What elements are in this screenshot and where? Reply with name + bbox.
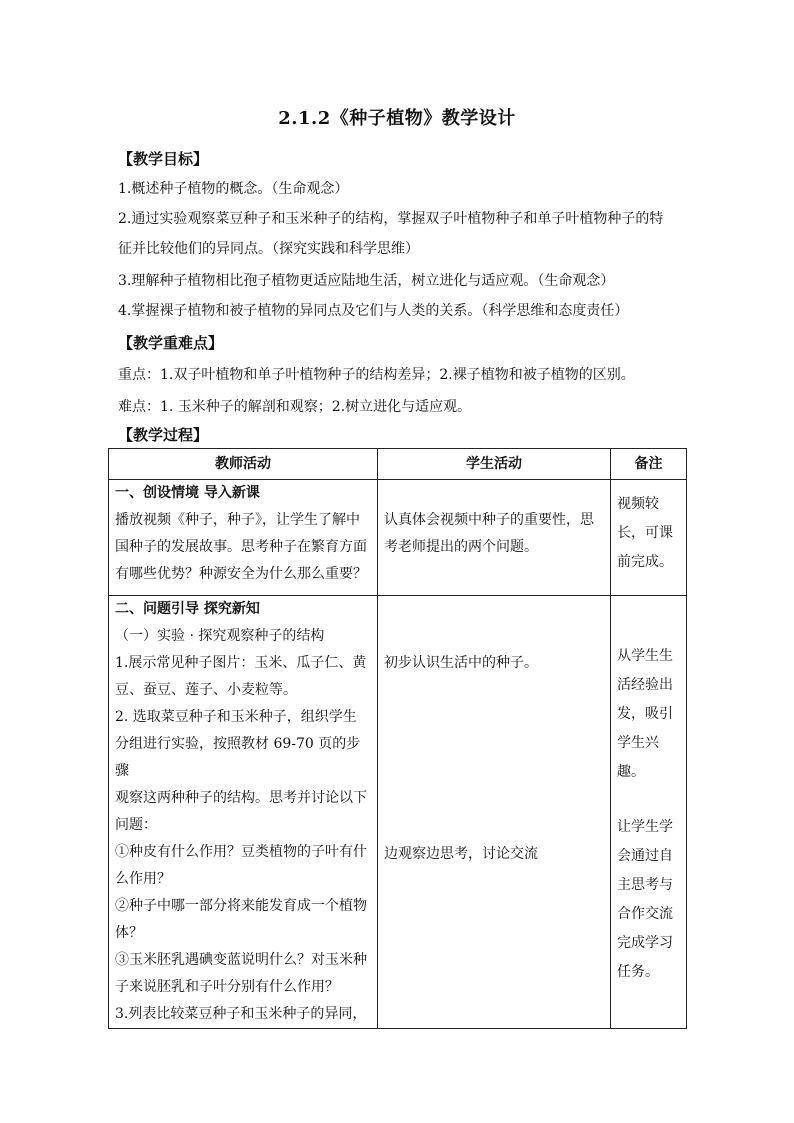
note-line: 完成学习 <box>617 935 673 951</box>
student-line: 考老师提出的两个问题。 <box>384 539 538 555</box>
section-heading-process: 【教学过程】 <box>118 426 209 444</box>
note-line: 学生兴 <box>617 735 659 751</box>
process-table <box>108 448 687 1029</box>
note-line: 任务。 <box>617 964 659 980</box>
column-header-student: 学生活动 <box>378 449 611 480</box>
note-line: 前完成。 <box>617 554 673 570</box>
column-header-note: 备注 <box>611 449 687 480</box>
teacher-line: 观察这两种种子的结构。思考并讨论以下 <box>115 790 367 806</box>
note-line: 会通过自 <box>617 848 673 864</box>
difficulty-point: 难点：1. 玉米种子的解剖和观察；2.树立进化与适应观。 <box>118 399 472 415</box>
section-heading-keypoints: 【教学重难点】 <box>118 334 224 352</box>
student-line: 认真体会视频中种子的重要性，思 <box>384 512 594 528</box>
note-line: 合作交流 <box>617 906 673 922</box>
focus-point: 重点：1.双子叶植物和单子叶植物种子的结构差异；2.裸子植物和被子植物的区别。 <box>118 367 635 383</box>
teacher-line: 播放视频《种子，种子》，让学生了解中 <box>115 512 360 528</box>
teacher-line: （一）实验 · 探究观察种子的结构 <box>115 628 325 644</box>
teacher-line: 3.列表比较菜豆种子和玉米种子的异同， <box>115 1006 367 1022</box>
table-row <box>109 596 687 1029</box>
note-line: 让学生学 <box>617 819 673 835</box>
note-cell <box>611 596 687 1029</box>
note-cell <box>611 480 687 596</box>
page-title: 2.1.2《种子植物》教学设计 <box>278 108 516 129</box>
note-line: 长，可课 <box>617 525 673 541</box>
teacher-activity-cell <box>109 480 378 596</box>
student-activity-cell <box>378 480 611 596</box>
teacher-activity-cell <box>109 596 378 1029</box>
student-line: 初步认识生活中的种子。 <box>384 655 538 671</box>
teacher-line: 体？ <box>115 925 143 941</box>
student-line: 边观察边思考，讨论交流 <box>384 846 538 862</box>
teacher-line: ②种子中哪一部分将来能发育成一个植物 <box>115 898 367 914</box>
teacher-line: 子来说胚乳和子叶分别有什么作用？ <box>115 979 339 995</box>
goal-item-4: 4.掌握裸子植物和被子植物的异同点及它们与人类的关系。（科学思维和态度责任） <box>118 303 629 319</box>
section-heading-goals: 【教学目标】 <box>118 150 209 168</box>
teacher-line: 国种子的发展故事。思考种子在繁育方面 <box>115 539 367 555</box>
teacher-line: 分组进行实验，按照教材 69-70 页的步骤 <box>115 736 361 779</box>
teacher-line: 么作用？ <box>115 871 171 887</box>
table-row <box>109 480 687 596</box>
stage-heading: 一、创设情境 导入新课 <box>115 485 260 501</box>
teacher-line: 1.展示常见种子图片：玉米、瓜子仁、黄 <box>115 655 367 671</box>
goal-item-2: 2.通过实验观察菜豆种子和玉米种子的结构，掌握双子叶植物种子和单子叶植物种子的特 <box>118 211 664 227</box>
note-line: 视频较 <box>617 496 659 512</box>
teacher-line: 2. 选取菜豆种子和玉米种子，组织学生 <box>115 709 357 725</box>
goal-item-1: 1.概述种子植物的概念。（生命观念） <box>118 181 349 197</box>
teacher-line: ③玉米胚乳遇碘变蓝说明什么？对玉米种 <box>115 952 367 968</box>
note-line: 发，吸引 <box>617 706 673 722</box>
note-line: 主思考与 <box>617 877 673 893</box>
stage-heading: 二、问题引导 探究新知 <box>115 601 260 617</box>
note-line: 活经验出 <box>617 677 673 693</box>
goal-item-3: 3.理解种子植物相比孢子植物更适应陆地生活，树立进化与适应观。（生命观念） <box>118 273 615 289</box>
note-line: 趣。 <box>617 764 645 780</box>
column-header-teacher: 教师活动 <box>109 449 378 480</box>
teacher-line: ①种皮有什么作用？豆类植物的子叶有什 <box>115 844 367 860</box>
table-header-row <box>109 449 687 480</box>
note-line: 从学生生 <box>617 648 673 664</box>
teacher-line: 有哪些优势？种源安全为什么那么重要？ <box>115 566 367 582</box>
goal-item-2-continued: 征并比较他们的异同点。（探究实践和科学思维） <box>118 241 419 257</box>
student-activity-cell <box>378 596 611 1029</box>
teacher-line: 豆、蚕豆、莲子、小麦粒等。 <box>115 682 297 698</box>
teacher-line: 问题： <box>115 817 157 833</box>
